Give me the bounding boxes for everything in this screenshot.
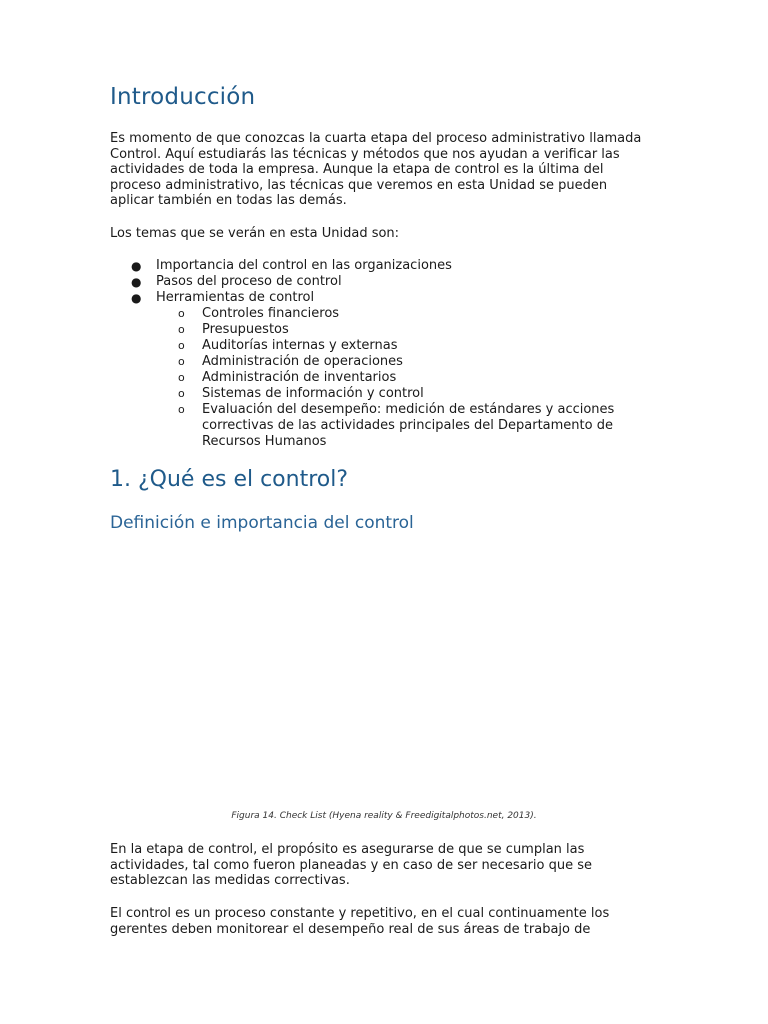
list-item — [0, 402, 642, 450]
list-item — [0, 354, 642, 370]
list-item — [0, 386, 642, 402]
circle-bullet-icon: o — [178, 371, 185, 384]
circle-bullet-icon: o — [178, 323, 185, 336]
circle-bullet-icon: o — [178, 307, 185, 320]
bullet-icon: ● — [131, 291, 142, 305]
figure-placeholder — [110, 545, 650, 800]
circle-bullet-icon: o — [178, 387, 185, 400]
topic-label: Herramientas de control — [156, 290, 315, 305]
control-paragraph-continued: El control es un proceso constante y repetitivo, en el cual continuamente los gerentes deben monitorear el desempeño real de sus áreas de trabajo de — [110, 906, 610, 937]
list-item — [0, 370, 642, 386]
bullet-icon: ● — [131, 259, 142, 273]
intro-paragraph: Es momento de que conozcas la cuarta etapa del proceso administrativo llamada Control. Aquí estudiarás las técnicas y métodos que nos ayudan a verificar las actividades de toda la empresa. Aunque la etapa de control es la última del proceso administrativo, las técnicas que veremos en esta Unidad se pueden aplicar también en todas las demás. — [110, 131, 642, 209]
subtopic-label: Controles financieros — [202, 306, 340, 321]
list-item — [0, 258, 656, 274]
subtopic-label: Evaluación del desempeño: medición de estándares y acciones correctivas de las actividades principales del Departamento de Recursos Humanos — [202, 402, 615, 449]
list-item — [0, 322, 642, 338]
circle-bullet-icon: o — [178, 339, 185, 352]
list-item — [0, 306, 642, 322]
circle-bullet-icon: o — [178, 355, 185, 368]
figure-caption: Figura 14. Check List (Hyena reality & Freedigitalphotos.net, 2013). — [231, 811, 537, 821]
circle-bullet-icon: o — [178, 403, 185, 416]
subtopic-label: Sistemas de información y control — [202, 386, 424, 401]
list-item — [0, 290, 656, 306]
intro-heading: Introducción — [110, 84, 256, 110]
control-paragraph: En la etapa de control, el propósito es asegurarse de que se cumplan las actividades, tal como fueron planeadas y en caso de ser necesario que se establezcan las medidas correctivas. — [110, 842, 593, 889]
topics-lead-paragraph: Los temas que se verán en esta Unidad son: — [110, 226, 400, 241]
list-item — [0, 274, 656, 290]
list-item — [0, 338, 642, 354]
subtopic-label: Administración de operaciones — [202, 354, 403, 369]
topics-list — [0, 258, 656, 450]
subtopic-label: Auditorías internas y externas — [202, 338, 398, 353]
subtopic-label: Administración de inventarios — [202, 370, 397, 385]
topic-label: Pasos del proceso de control — [156, 274, 342, 289]
topic-label: Importancia del control en las organizaciones — [156, 258, 452, 273]
subsection-title: Definición e importancia del control — [110, 513, 414, 533]
section-title: 1. ¿Qué es el control? — [110, 467, 349, 492]
subtopic-label: Presupuestos — [202, 322, 289, 337]
bullet-icon: ● — [131, 275, 142, 289]
